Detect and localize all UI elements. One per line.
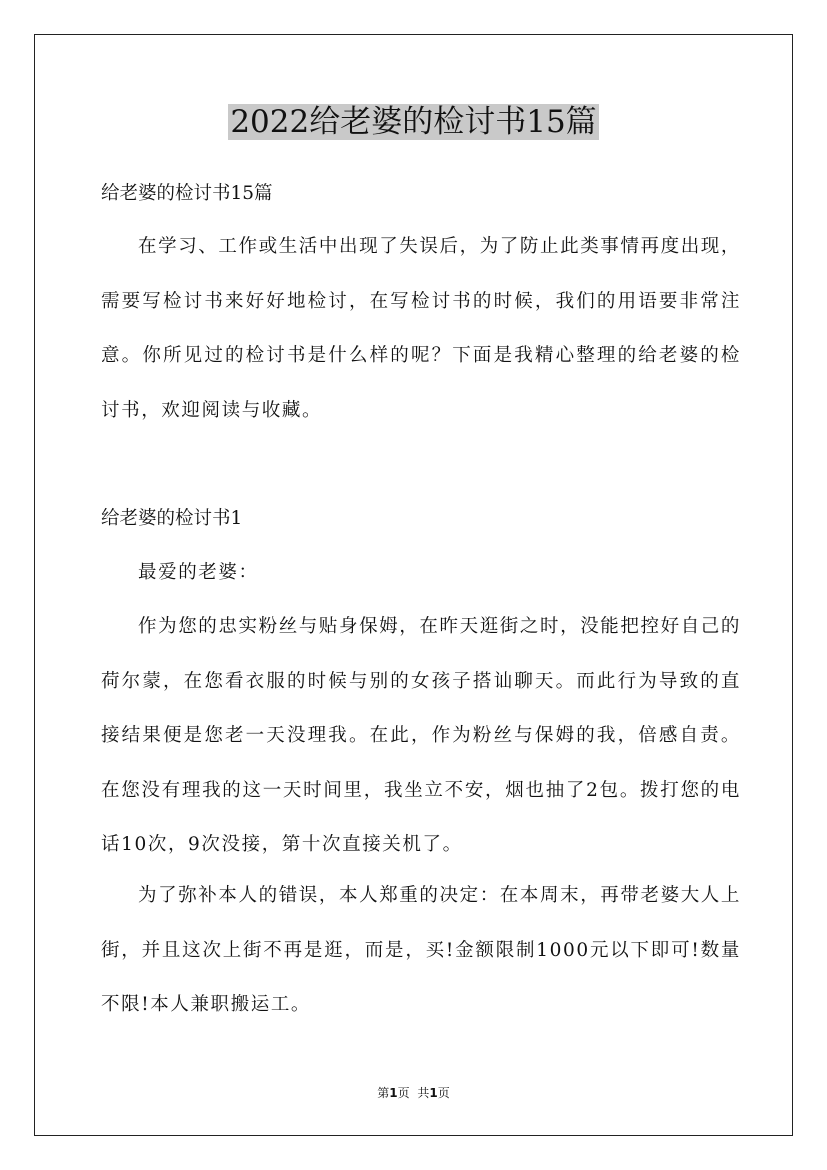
footer-page-suffix: 页 xyxy=(397,1086,410,1100)
footer-total-number: 1 xyxy=(429,1086,438,1100)
intro-paragraph: 在学习、工作或生活中出现了失误后，为了防止此类事情再度出现，需要写检讨书来好好地检讨，在写检讨书的时候，我们的用语要非常注意。你所见过的检讨书是什么样的呢？下面是我精心整理的给老婆的检讨书，欢迎阅读与收藏。 xyxy=(101,236,742,421)
body-paragraph-2: 为了弥补本人的错误，本人郑重的决定：在本周末，再带老婆大人上街，并且这次上街不再是逛，而是，买!金额限制1000元以下即可!数量不限!本人兼职搬运工。 xyxy=(101,885,742,1015)
greeting-paragraph: 最爱的老婆： xyxy=(138,562,259,583)
section-heading: 给老婆的检讨书1 xyxy=(101,508,243,529)
document-subtitle: 给老婆的检讨书15篇 xyxy=(101,183,273,204)
document-title xyxy=(0,100,827,144)
body-paragraph-1: 作为您的忠实粉丝与贴身保姆，在昨天逛街之时，没能把控好自己的荷尔蒙，在您看衣服的时候与别的女孩子搭讪聊天。而此行为导致的直接结果便是您老一天没理我。在此，作为粉丝与保姆的我，倍感自责。在您没有理我的这一天时间里，我坐立不安，烟也抽了2包。拨打您的电话10次，9次没接，第十次直接关机了。 xyxy=(101,616,742,855)
footer-page-prefix: 第 xyxy=(377,1086,390,1100)
footer-total-suffix: 页 xyxy=(437,1086,450,1100)
page-footer xyxy=(0,1084,827,1101)
footer-total-prefix: 共 xyxy=(417,1086,430,1100)
document-title-text: 2022给老婆的检讨书15篇 xyxy=(230,104,597,140)
footer-page-number: 1 xyxy=(389,1086,398,1100)
